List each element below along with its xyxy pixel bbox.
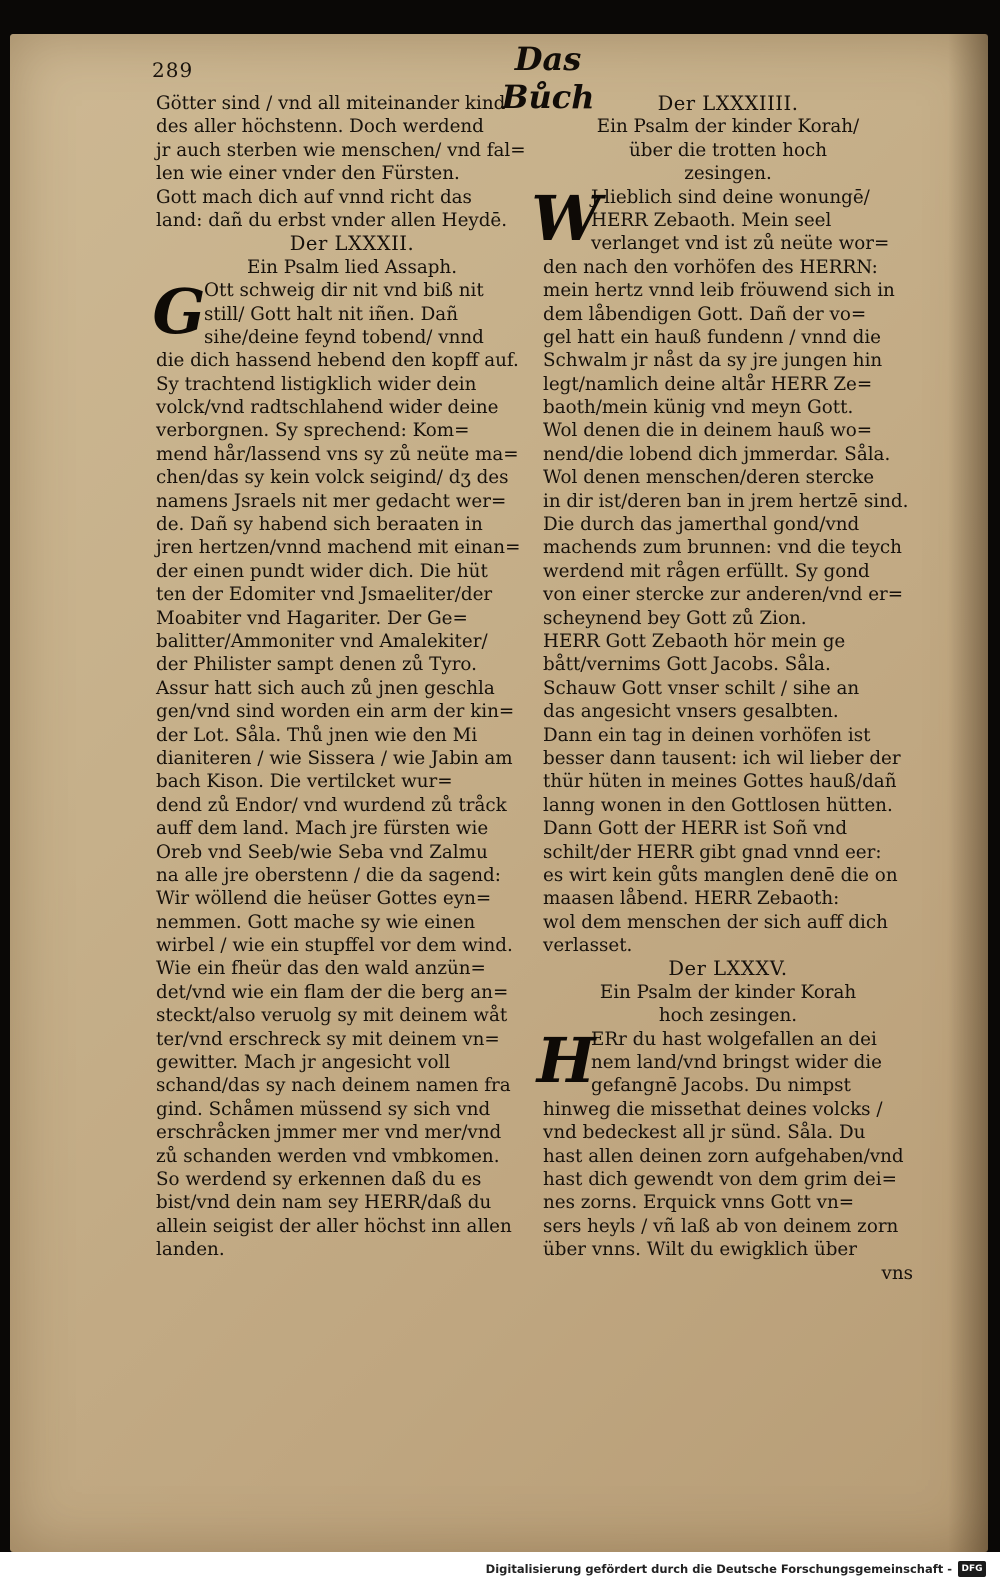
text-line: balitter/Ammoniter vnd Amalekiter/ [156, 630, 488, 652]
text-line: in dir ist/deren ban in jrem hertzē sind. [543, 490, 909, 512]
text-line: hast allen deinen zorn aufgehaben/vnd [543, 1145, 904, 1167]
text-line: wirbel / wie ein stupffel vor dem wind. [156, 935, 513, 957]
text-line: Dann Gott der HERR ist Soñ vnd [543, 818, 848, 840]
text-line: von einer stercke zur anderen/vnd er= [543, 584, 904, 606]
text-line: vns [881, 1262, 913, 1284]
psalm-title-line: Ein Psalm der kinder Korah/ [596, 116, 860, 138]
digitization-footer [0, 1552, 1000, 1588]
text-line: Schwalm jr nåst da sy jre jungen hin [543, 350, 883, 372]
text-line: na alle jre oberstenn / die da sagend: [156, 864, 501, 886]
text-line: werdend mit rågen erfüllt. Sy gond [543, 560, 870, 582]
text-line: nes zorns. Erquick vnns Gott vn= [543, 1192, 855, 1214]
text-line: gind. Schåmen müssend sy sich vnd [156, 1098, 491, 1120]
psalm-title-line: zesingen. [684, 163, 772, 185]
running-head: Das Bůch [501, 40, 595, 116]
text-line: J lieblich sind deine wonungē/ [591, 186, 870, 208]
psalm-heading: Der LXXXV. [668, 957, 788, 981]
text-line: chen/das sy kein volck seigind/ dʒ des [156, 467, 509, 489]
text-line: Wol denen die in deinem hauß wo= [543, 420, 873, 442]
text-line: So werdend sy erkennen daß du es [156, 1168, 482, 1190]
text-line: Die durch das jamerthal gond/vnd [543, 514, 860, 536]
text-line: verborgnen. Sy sprechend: Kom= [156, 420, 470, 442]
text-line: schand/das sy nach deinem namen fra [156, 1075, 511, 1097]
text-line: len wie einer vnder den Fürsten. [156, 163, 460, 185]
text-line: jren hertzen/vnnd machend mit einan= [156, 537, 521, 559]
text-line: bach Kison. Die vertilcket wur= [156, 771, 453, 793]
drop-cap-initial: G [152, 275, 206, 349]
initial-block [531, 181, 913, 256]
text-line: verlasset. [543, 935, 633, 957]
text-line: gefangnē Jacobs. Du nimpst [591, 1075, 851, 1097]
text-line: land: dañ du erbst vnder allen Heydē. [156, 209, 508, 231]
text-line: namens Jsraels nit mer gedacht wer= [156, 490, 507, 512]
right-column [531, 92, 913, 1285]
text-line: der einen pundt wider dich. Die hüt [156, 560, 488, 582]
psalm-title-line: hoch zesingen. [658, 1005, 798, 1027]
text-line: dend zů Endor/ vnd wurdend zů tråck [156, 794, 507, 816]
left-column [152, 92, 548, 1262]
text-line: det/vnd wie ein flam der die berg an= [156, 981, 509, 1003]
psalm-title-line: Ein Psalm der kinder Korah [599, 981, 857, 1003]
text-line: nemmen. Gott mache sy wie einen [156, 911, 476, 933]
text-line: vnd bedeckest all jr sünd. Såla. Du [543, 1122, 866, 1144]
text-line: landen. [156, 1239, 225, 1261]
text-line: das angesicht vnsers gesalbten. [543, 701, 839, 723]
text-line: besser dann tausent: ich wil lieber der [543, 747, 901, 769]
text-line: auff dem land. Mach jre fürsten wie [156, 818, 489, 840]
text-line: Moabiter vnd Hagariter. Der Ge= [156, 607, 468, 629]
text-line: steckt/also veruolg sy mit deinem wåt [156, 1005, 508, 1027]
text-line: nend/die lobend dich jmmerdar. Såla. [543, 443, 891, 465]
text-line: Schauw Gott vnser schilt / sihe an [543, 677, 860, 699]
text-line: ter/vnd erschreck sy mit deinem vn= [156, 1028, 500, 1050]
text-line: wol dem menschen der sich auff dich [543, 911, 888, 933]
text-line: volck/vnd radtschlahend wider deine [156, 397, 499, 419]
text-line: maasen låbend. HERR Zebaoth: [543, 888, 840, 910]
text-line: Assur hatt sich auch zů jnen geschla [156, 677, 495, 699]
text-line: mend hår/lassend vns sy zů neüte ma= [156, 443, 519, 465]
text-line: mein hertz vnnd leib fröuwend sich in [543, 280, 895, 302]
text-line: Wol denen menschen/deren stercke [543, 467, 875, 489]
text-line: still/ Gott halt nit iñen. Dañ [204, 303, 458, 325]
text-line: der Lot. Såla. Thů jnen wie den Mi [156, 724, 478, 746]
text-line: hast dich gewendt von dem grim dei= [543, 1168, 897, 1190]
text-line: ten der Edomiter vnd Jsmaeliter/der [156, 584, 493, 606]
text-line: Gott mach dich auf vnnd richt das [156, 186, 472, 208]
text-line: erschråcken jmmer mer vnd mer/vnd [156, 1122, 502, 1144]
text-line: legt/namlich deine altår HERR Ze= [543, 373, 873, 395]
text-line: baoth/mein künig vnd meyn Gott. [543, 397, 854, 419]
text-line: jr auch sterben wie menschen/ vnd fal= [156, 139, 526, 161]
text-line: Wir wöllend die heüser Gottes eyn= [156, 888, 492, 910]
text-line: den nach den vorhöfen des HERRN: [543, 256, 878, 278]
drop-cap-initial: H [536, 1023, 596, 1097]
text-line: thür hüten in meines Gottes hauß/dañ [543, 771, 897, 793]
text-line: dianiteren / wie Sissera / wie Jabin am [156, 747, 513, 769]
text-line: hinweg die missethat deines volcks / [543, 1098, 883, 1120]
text-line: der Philister sampt denen zů Tyro. [156, 654, 477, 676]
text-line: bått/vernims Gott Jacobs. Såla. [543, 654, 831, 676]
text-line: des aller höchstenn. Doch werdend [156, 116, 484, 138]
text-line: gewitter. Mach jr angesicht voll [156, 1052, 451, 1074]
text-line: gel hatt ein hauß fundenn / vnnd die [543, 326, 881, 348]
initial-block [536, 1023, 913, 1098]
text-line: HERR Gott Zebaoth hör mein ge [543, 630, 846, 652]
page-number: 289 [152, 58, 194, 82]
text-line: sihe/deine feynd tobend/ vnnd [204, 326, 484, 348]
text-line: de. Dañ sy habend sich beraaten in [156, 514, 483, 536]
text-line: Sy trachtend listigklich wider dein [156, 373, 477, 395]
text-line: dem låbendigen Gott. Dañ der vo= [543, 303, 867, 325]
text-line: Dann ein tag in deinen vorhöfen ist [543, 724, 871, 746]
drop-cap-initial: W [531, 181, 601, 255]
text-line: Oreb vnd Seeb/wie Seba vnd Zalmu [156, 841, 488, 863]
text-line: Götter sind / vnd all miteinander kind [156, 93, 506, 114]
psalm-title-line: Ein Psalm lied Assaph. [246, 256, 458, 278]
psalm-heading: Der LXXXIIII. [657, 92, 799, 115]
psalm-title-line: über die trotten hoch [628, 139, 827, 161]
initial-block [152, 275, 548, 349]
text-line: gen/vnd sind worden ein arm der kin= [156, 701, 515, 723]
text-line: Wie ein fheür das den wald anzün= [156, 958, 486, 980]
text-line: ERr du hast wolgefallen an dei [591, 1028, 877, 1050]
footer-credit: Digitalisierung gefördert durch die Deutsche Forschungsgemeinschaft - [485, 1562, 952, 1576]
text-line: verlanget vnd ist zů neüte wor= [591, 233, 890, 255]
text-line: schilt/der HERR gibt gnad vnnd eer: [543, 841, 882, 863]
text-line: machends zum brunnen: vnd die teych [543, 537, 902, 559]
text-line: allein seigist der aller höchst inn allen [156, 1215, 512, 1237]
text-line: Ott schweig dir nit vnd biß nit [204, 280, 484, 302]
text-line: scheynend bey Gott zů Zion. [543, 607, 807, 629]
text-line: HERR Zebaoth. Mein seel [591, 209, 832, 231]
text-line: zů schanden werden vnd vmbkomen. [156, 1145, 500, 1167]
text-line: bist/vnd dein nam sey HERR/daß du [156, 1192, 492, 1214]
psalm-heading: Der LXXXII. [289, 232, 415, 256]
text-line: sers heyls / vñ laß ab von deinem zorn [543, 1215, 899, 1237]
text-line: über vnns. Wilt du ewigklich über [543, 1239, 857, 1261]
text-line: nem land/vnd bringst wider die [591, 1052, 882, 1074]
text-line: es wirt kein gůts manglen denē die on [543, 864, 898, 886]
text-line: lanng wonen in den Gottlosen hütten. [543, 794, 893, 816]
text-line: die dich hassend hebend den kopff auf. [156, 350, 519, 372]
dfg-logo-icon: DFG [958, 1561, 986, 1577]
